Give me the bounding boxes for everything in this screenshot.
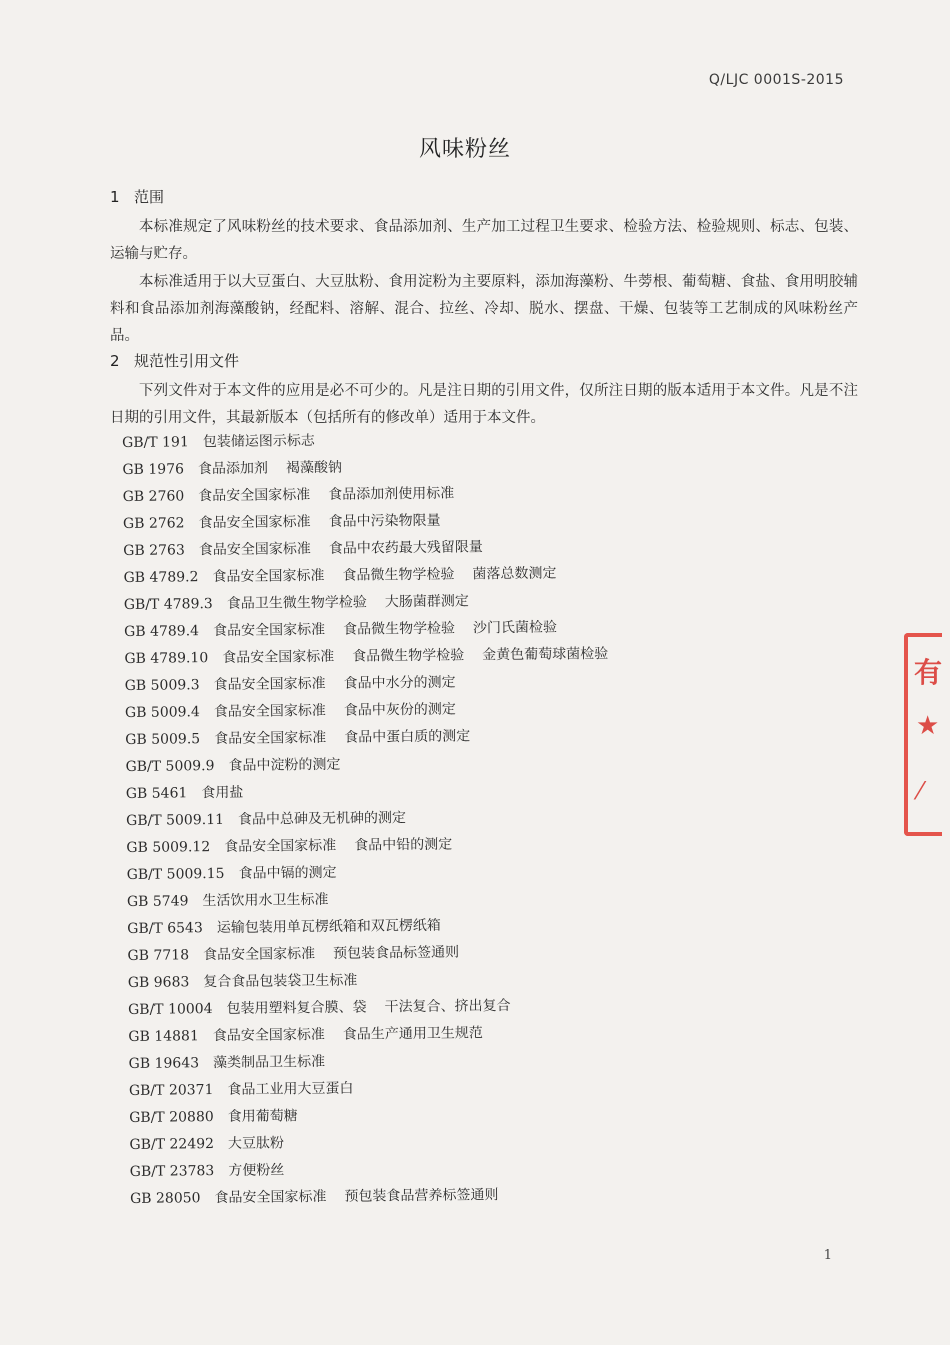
section-title: 范围	[134, 188, 165, 206]
reference-item: GB 2762 食品安全国家标准 食品中污染物限量	[122, 512, 441, 532]
reference-item: GB/T 5009.9 食品中淀粉的测定	[125, 756, 341, 775]
reference-item: GB 9683 复合食品包装袋卫生标准	[127, 972, 358, 991]
reference-item: GB 28050 食品安全国家标准 预包装食品营养标签通则	[129, 1187, 499, 1207]
scope-paragraph-2: 本标准适用于以大豆蛋白、大豆肽粉、食用淀粉为主要原料，添加海藻粉、牛蒡根、葡萄糖、食盐、食用明胶辅料和食品添加剂海藻酸钠，经配料、溶解、混合、拉丝、冷却、脱水、摆盘、干燥、包装等工艺制成的风味粉丝产品。	[110, 274, 858, 344]
seal-arc-mark: ⁄	[918, 777, 923, 805]
reference-item: GB/T 5009.15 食品中镉的测定	[126, 864, 337, 883]
reference-item: GB 4789.10 食品安全国家标准 食品微生物学检验 金黄色葡萄球菌检验	[124, 645, 609, 667]
reference-item: GB/T 10004 包装用塑料复合膜、袋 干法复合、挤出复合	[127, 997, 511, 1018]
reference-item: GB 5009.5 食品安全国家标准 食品中蛋白质的测定	[125, 728, 471, 748]
reference-item: GB/T 191 包装储运图示标志	[122, 432, 315, 451]
reference-item: GB 1976 食品添加剂 褐藻酸钠	[122, 459, 343, 478]
section-number: 2	[110, 352, 120, 370]
page-title: 风味粉丝	[418, 137, 511, 162]
reference-item: GB 5749 生活饮用水卫生标准	[126, 891, 329, 910]
reference-item: GB 5009.3 食品安全国家标准 食品中水分的测定	[124, 674, 456, 694]
reference-item: GB 5009.4 食品安全国家标准 食品中灰份的测定	[124, 701, 456, 721]
section-heading-normative-references	[110, 350, 239, 371]
reference-item: GB 5461 食用盐	[125, 784, 244, 802]
section-heading-scope	[110, 186, 164, 207]
reference-item: GB/T 6543 运输包装用单瓦楞纸箱和双瓦楞纸箱	[127, 917, 441, 937]
reference-item: GB 19643 藻类制品卫生标准	[128, 1053, 326, 1072]
reference-item: GB/T 4789.3 食品卫生微生物学检验 大肠菌群测定	[123, 593, 469, 613]
reference-item: GB 2763 食品安全国家标准 食品中农药最大残留限量	[123, 539, 483, 559]
seal-character: 有	[914, 656, 943, 689]
reference-item: GB 2760 食品安全国家标准 食品添加剂使用标准	[122, 485, 455, 505]
reference-item: GB/T 23783 方便粉丝	[129, 1162, 285, 1180]
section-number: 1	[110, 188, 120, 206]
reference-item: GB 14881 食品安全国家标准 食品生产通用卫生规范	[128, 1025, 483, 1045]
reference-item: GB 5009.12 食品安全国家标准 食品中铅的测定	[126, 836, 453, 856]
company-seal-stamp	[904, 633, 942, 836]
reference-item: GB/T 5009.11 食品中总砷及无机砷的测定	[126, 810, 407, 829]
page-number: 1	[823, 1248, 832, 1263]
reference-item: GB 7718 食品安全国家标准 预包装食品标签通则	[127, 944, 460, 964]
reference-item: GB 4789.2 食品安全国家标准 食品微生物学检验 菌落总数测定	[123, 565, 557, 586]
reference-item: GB/T 20880 食用葡萄糖	[129, 1108, 298, 1126]
seal-star-icon: ★	[916, 711, 940, 741]
reference-list	[122, 425, 614, 1213]
scope-paragraph-1: 本标准规定了风味粉丝的技术要求、食品添加剂、生产加工过程卫生要求、检验方法、检验规则、标志、包装、运输与贮存。	[110, 219, 858, 262]
references-intro-paragraph: 下列文件对于本文件的应用是必不可少的。凡是注日期的引用文件，仅所注日期的版本适用于本文件。凡是不注日期的引用文件，其最新版本（包括所有的修改单）适用于本文件。	[110, 383, 858, 426]
document-code: Q/LJC 0001S-2015	[708, 72, 844, 88]
reference-item: GB 4789.4 食品安全国家标准 食品微生物学检验 沙门氏菌检验	[124, 619, 558, 640]
section-title: 规范性引用文件	[134, 352, 240, 370]
reference-item: GB/T 20371 食品工业用大豆蛋白	[128, 1080, 354, 1099]
reference-item: GB/T 22492 大豆肽粉	[129, 1135, 285, 1153]
